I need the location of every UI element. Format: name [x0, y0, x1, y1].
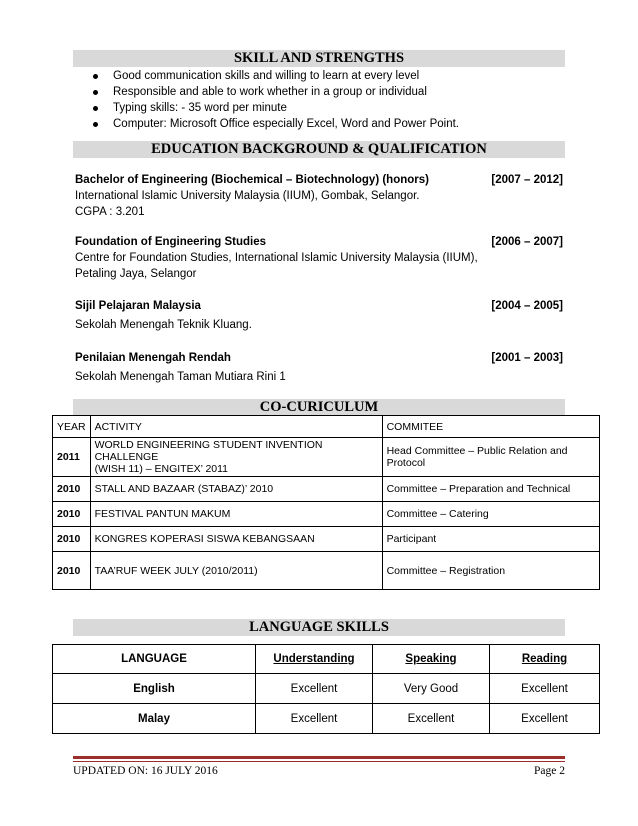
column-header-understanding: Understanding [256, 645, 373, 674]
table-row [53, 674, 600, 704]
education-entry [75, 350, 563, 385]
column-header-activity: ACTIVITY [90, 416, 382, 438]
column-header-reading: Reading [490, 645, 600, 674]
table-header-row [53, 645, 600, 674]
education-detail: Petaling Jaya, Selangor [75, 268, 197, 280]
education-title: Penilaian Menengah Rendah [75, 352, 231, 364]
year-cell: 2010 [53, 502, 91, 527]
committee-line: Protocol [386, 457, 426, 469]
table-row [53, 704, 600, 734]
activity-cell [90, 438, 382, 477]
language-section-title: LANGUAGE SKILLS [73, 619, 565, 636]
education-dates: [2001 – 2003] [491, 352, 563, 364]
table-row [53, 502, 600, 527]
committee-cell: Committee – Registration [382, 552, 599, 590]
committee-cell [382, 438, 599, 477]
activity-cell: TAA’RUF WEEK JULY (2010/2011) [90, 552, 382, 590]
education-title: Bachelor of Engineering (Biochemical – Biotechnology) (honors) [75, 174, 429, 186]
activity-cell: KONGRES KOPERASI SISWA KEBANGSAAN [90, 527, 382, 552]
list-item: Computer: Microsoft Office especially Excel, Word and Power Point. [113, 116, 573, 132]
education-detail: Centre for Foundation Studies, International Islamic University Malaysia (IIUM), [75, 252, 478, 264]
table-row [53, 438, 600, 477]
cocurriculum-section-title: CO-CURICULUM [73, 399, 565, 416]
table-row [53, 527, 600, 552]
table-header-row [53, 416, 600, 438]
education-dates: [2006 – 2007] [491, 236, 563, 248]
activity-cell: FESTIVAL PANTUN MAKUM [90, 502, 382, 527]
committee-cell: Participant [382, 527, 599, 552]
education-title: Foundation of Engineering Studies [75, 236, 267, 248]
year-cell: 2010 [53, 477, 91, 502]
speaking-cell: Excellent [373, 704, 490, 734]
education-dates: [2004 – 2005] [491, 300, 563, 312]
year-cell: 2011 [53, 438, 91, 477]
footer-updated-date: UPDATED ON: 16 JULY 2016 [73, 765, 218, 777]
committee-cell: Committee – Preparation and Technical [382, 477, 599, 502]
column-header-committee: COMMITEE [382, 416, 599, 438]
education-detail: CGPA : 3.201 [75, 206, 145, 218]
education-detail: International Islamic University Malaysia (IIUM), Gombak, Selangor. [75, 190, 420, 202]
language-table [52, 644, 600, 734]
reading-cell: Excellent [490, 674, 600, 704]
committee-line: Head Committee – Public Relation and [386, 445, 568, 457]
year-cell: 2010 [53, 552, 91, 590]
footer-page-number: Page 2 [534, 765, 565, 777]
skills-list [73, 68, 573, 132]
column-header-year: YEAR [53, 416, 91, 438]
education-dates: [2007 – 2012] [491, 174, 563, 186]
year-cell: 2010 [53, 527, 91, 552]
table-row [53, 552, 600, 590]
committee-cell: Committee – Catering [382, 502, 599, 527]
skills-section-title: SKILL AND STRENGTHS [73, 50, 565, 67]
reading-cell: Excellent [490, 704, 600, 734]
footer-divider [73, 756, 565, 759]
understanding-cell: Excellent [256, 674, 373, 704]
understanding-cell: Excellent [256, 704, 373, 734]
cocurriculum-table [52, 415, 600, 590]
education-detail: Sekolah Menengah Taman Mutiara Rini 1 [75, 371, 286, 383]
speaking-cell: Very Good [373, 674, 490, 704]
list-item: Good communication skills and willing to learn at every level [113, 68, 573, 84]
list-item: Typing skills: - 35 word per minute [113, 100, 573, 116]
education-section-title: EDUCATION BACKGROUND & QUALIFICATION [73, 141, 565, 158]
list-item: Responsible and able to work whether in a group or individual [113, 84, 573, 100]
education-entry [75, 172, 563, 220]
education-detail: Sekolah Menengah Teknik Kluang. [75, 319, 252, 331]
activity-cell: STALL AND BAZAAR (STABAZ)’ 2010 [90, 477, 382, 502]
activity-line: WORLD ENGINEERING STUDENT INVENTION CHALLENGE [94, 439, 323, 463]
language-cell: Malay [53, 704, 256, 734]
education-entry [75, 298, 563, 333]
column-header-speaking: Speaking [373, 645, 490, 674]
table-row [53, 477, 600, 502]
activity-line: (WISH 11) – ENGITEX’ 2011 [94, 463, 229, 475]
footer-divider-thin [73, 761, 565, 762]
education-entry [75, 234, 563, 282]
education-title: Sijil Pelajaran Malaysia [75, 300, 201, 312]
column-header-language: LANGUAGE [53, 645, 256, 674]
language-cell: English [53, 674, 256, 704]
